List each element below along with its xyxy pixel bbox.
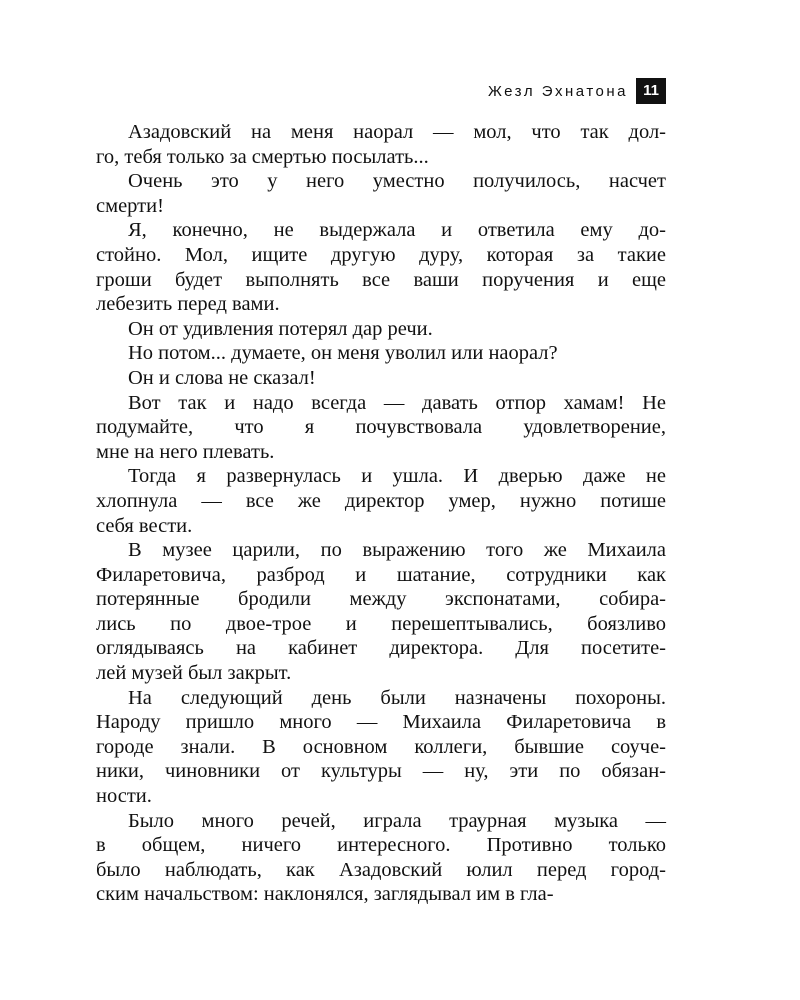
text-line: Филаретовича, разброд и шатание, сотрудники как [96, 563, 666, 586]
text-line: лись по двое-трое и перешептывались, боязливо [96, 612, 666, 635]
text-line: ским начальством: наклонялся, заглядывал им в гла- [96, 883, 554, 906]
paragraph [96, 464, 666, 538]
text-line: На следующий день были назначены похороны. [128, 686, 666, 709]
paragraph [96, 391, 666, 465]
text-line: подумайте, что я почувствовала удовлетворение, [96, 416, 666, 439]
body-text [96, 120, 666, 907]
text-line: городе знали. В основном коллеги, бывшие соуче- [96, 735, 666, 758]
running-header [96, 78, 666, 104]
text-line: лебезить перед вами. [96, 293, 280, 316]
text-line: себя вести. [96, 514, 193, 537]
running-title: Жезл Эхнатона [487, 82, 628, 100]
text-line: Очень это у него уместно получилось, насчет [128, 170, 666, 193]
text-line: го, тебя только за смертью посылать... [96, 145, 429, 168]
paragraph [96, 218, 666, 316]
text-line: хлопнула — все же директор умер, нужно потише [96, 489, 666, 512]
paragraph [96, 538, 666, 686]
text-line: Было много речей, играла траурная музыка — [128, 809, 666, 832]
text-line: оглядываясь на кабинет директора. Для посетите- [96, 637, 666, 660]
text-line: Вот так и надо всегда — давать отпор хамам! Не [128, 391, 666, 414]
text-line: лей музей был закрыт. [96, 662, 292, 685]
text-line: Тогда я развернулась и ушла. И дверью даже не [128, 465, 666, 488]
text-line: было наблюдать, как Азадовский юлил перед город- [96, 858, 666, 881]
text-line: Он и слова не сказал! [128, 366, 316, 389]
paragraph [96, 809, 666, 907]
text-line: потерянные бродили между экспонатами, собира- [96, 588, 666, 611]
paragraph [96, 120, 666, 169]
text-line: Азадовский на меня наорал — мол, что так дол- [128, 121, 666, 143]
text-line: ники, чиновники от культуры — ну, эти по обязан- [96, 760, 666, 783]
text-line: смерти! [96, 194, 164, 217]
paragraph [96, 317, 666, 342]
text-line: Он от удивления потерял дар речи. [128, 317, 433, 340]
text-line: Народу пришло много — Михаила Филаретовича в [96, 711, 666, 734]
text-line: В музее царили, по выражению того же Михаила [128, 539, 666, 562]
paragraph [96, 686, 666, 809]
paragraph [96, 341, 666, 366]
page-number: 11 [636, 78, 666, 104]
text-line: в общем, ничего интересного. Противно только [96, 834, 666, 857]
text-line: ности. [96, 785, 152, 808]
paragraph [96, 169, 666, 218]
text-line: стойно. Мол, ищите другую дуру, которая за такие [96, 243, 666, 266]
text-line: Но потом... думаете, он меня уволил или наорал? [128, 342, 558, 365]
paragraph [96, 366, 666, 391]
text-line: Я, конечно, не выдержала и ответила ему до- [128, 219, 666, 242]
text-line: гроши будет выполнять все ваши поручения и еще [96, 268, 666, 291]
text-line: мне на него плевать. [96, 440, 275, 463]
